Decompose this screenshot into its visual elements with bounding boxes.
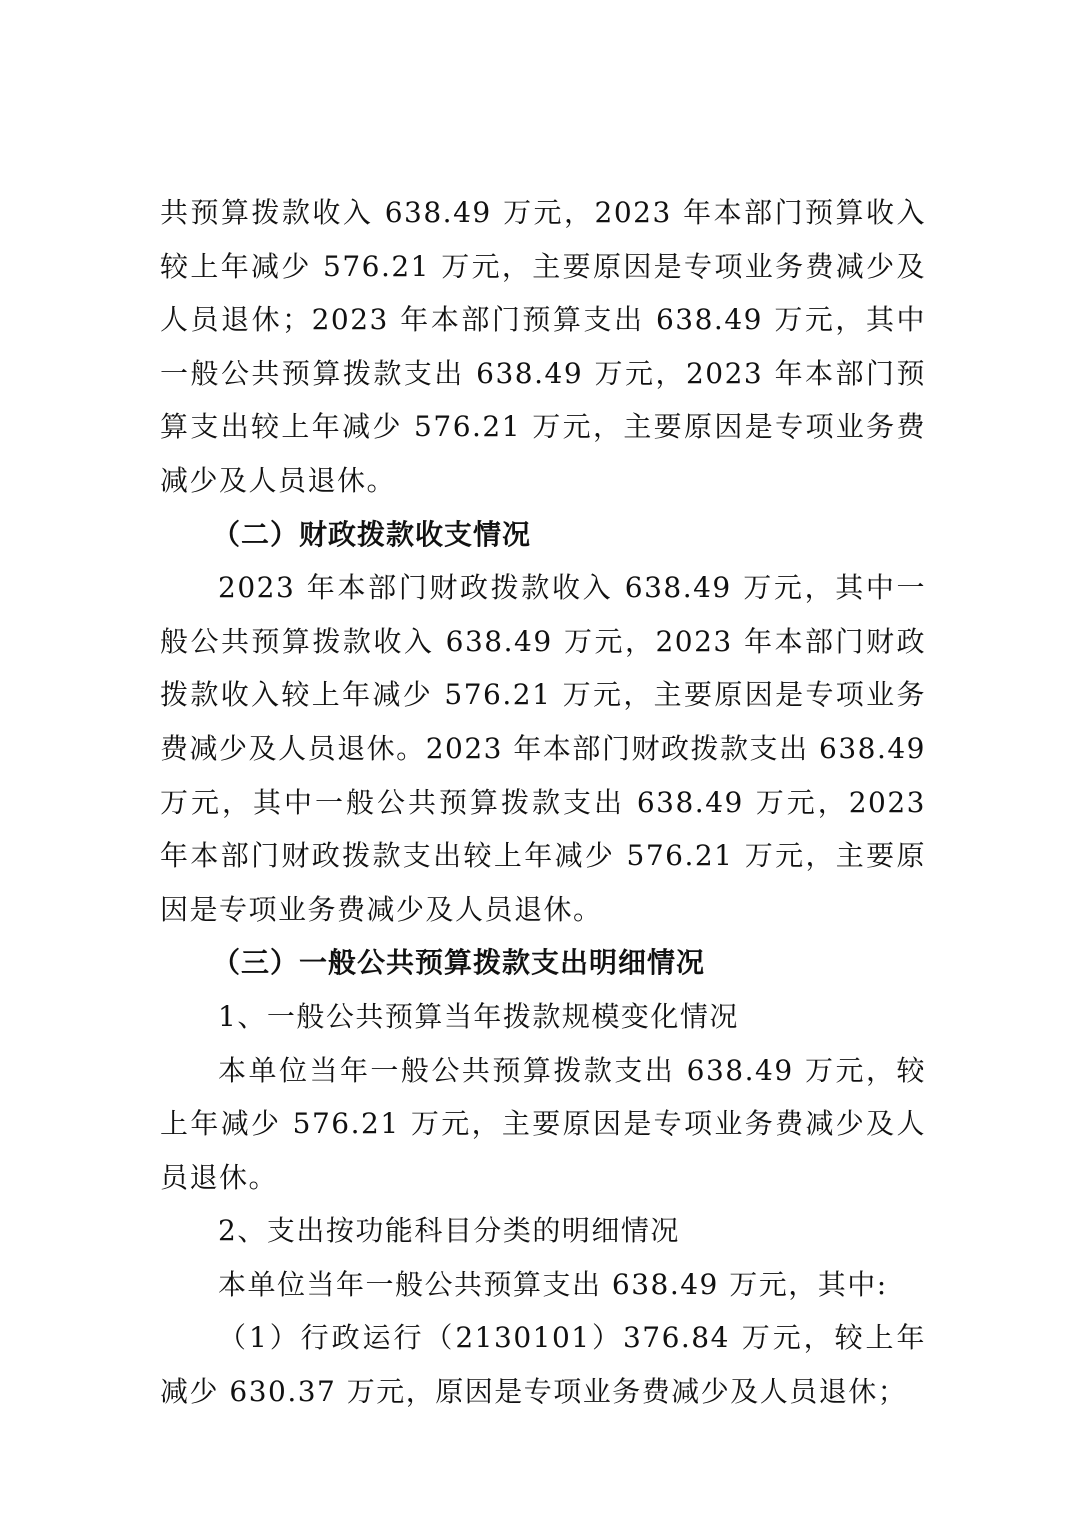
document-body xyxy=(160,186,926,1419)
paragraph-functional-total: 本单位当年一般公共预算支出 638.49 万元，其中: xyxy=(218,1267,888,1301)
paragraph-appropriation-scale: 本单位当年一般公共预算拨款支出 638.49 万元，较上年减少 576.21 万元，主要原因是专项业务费减少及人员退休。 xyxy=(160,1053,926,1194)
section-heading-fiscal-appropriation: （二）财政拨款收支情况 xyxy=(212,517,532,551)
subheading-appropriation-scale: 1、一般公共预算当年拨款规模变化情况 xyxy=(218,999,739,1033)
subheading-functional-classification: 2、支出按功能科目分类的明细情况 xyxy=(218,1214,680,1248)
paragraph-budget-summary: 共预算拨款收入 638.49 万元，2023 年本部门预算收入较上年减少 576.21 万元，主要原因是专项业务费减少及人员退休；2023 年本部门预算支出 638.49 万元，其中一般公共预算拨款支出 638.49 万元，2023 年本部门预算支出较上年减少 576.21 万元，主要原因是专项业务费减少及人员退休。 xyxy=(160,196,926,497)
section-heading-general-budget-detail: （三）一般公共预算拨款支出明细情况 xyxy=(212,946,706,980)
paragraph-fiscal-appropriation: 2023 年本部门财政拨款收入 638.49 万元，其中一般公共预算拨款收入 638.49 万元，2023 年本部门财政拨款收入较上年减少 576.21 万元，主要原因是专项业务费减少及人员退休。2023 年本部门财政拨款支出 638.49 万元，其中一般公共预算拨款支出 638.49 万元，2023 年本部门财政拨款支出较上年减少 576.21 万元，主要原因是专项业务费减少及人员退休。 xyxy=(160,571,926,926)
paragraph-admin-operation: （1）行政运行（2130101）376.84 万元，较上年减少 630.37 万元，原因是专项业务费减少及人员退休； xyxy=(160,1321,926,1409)
